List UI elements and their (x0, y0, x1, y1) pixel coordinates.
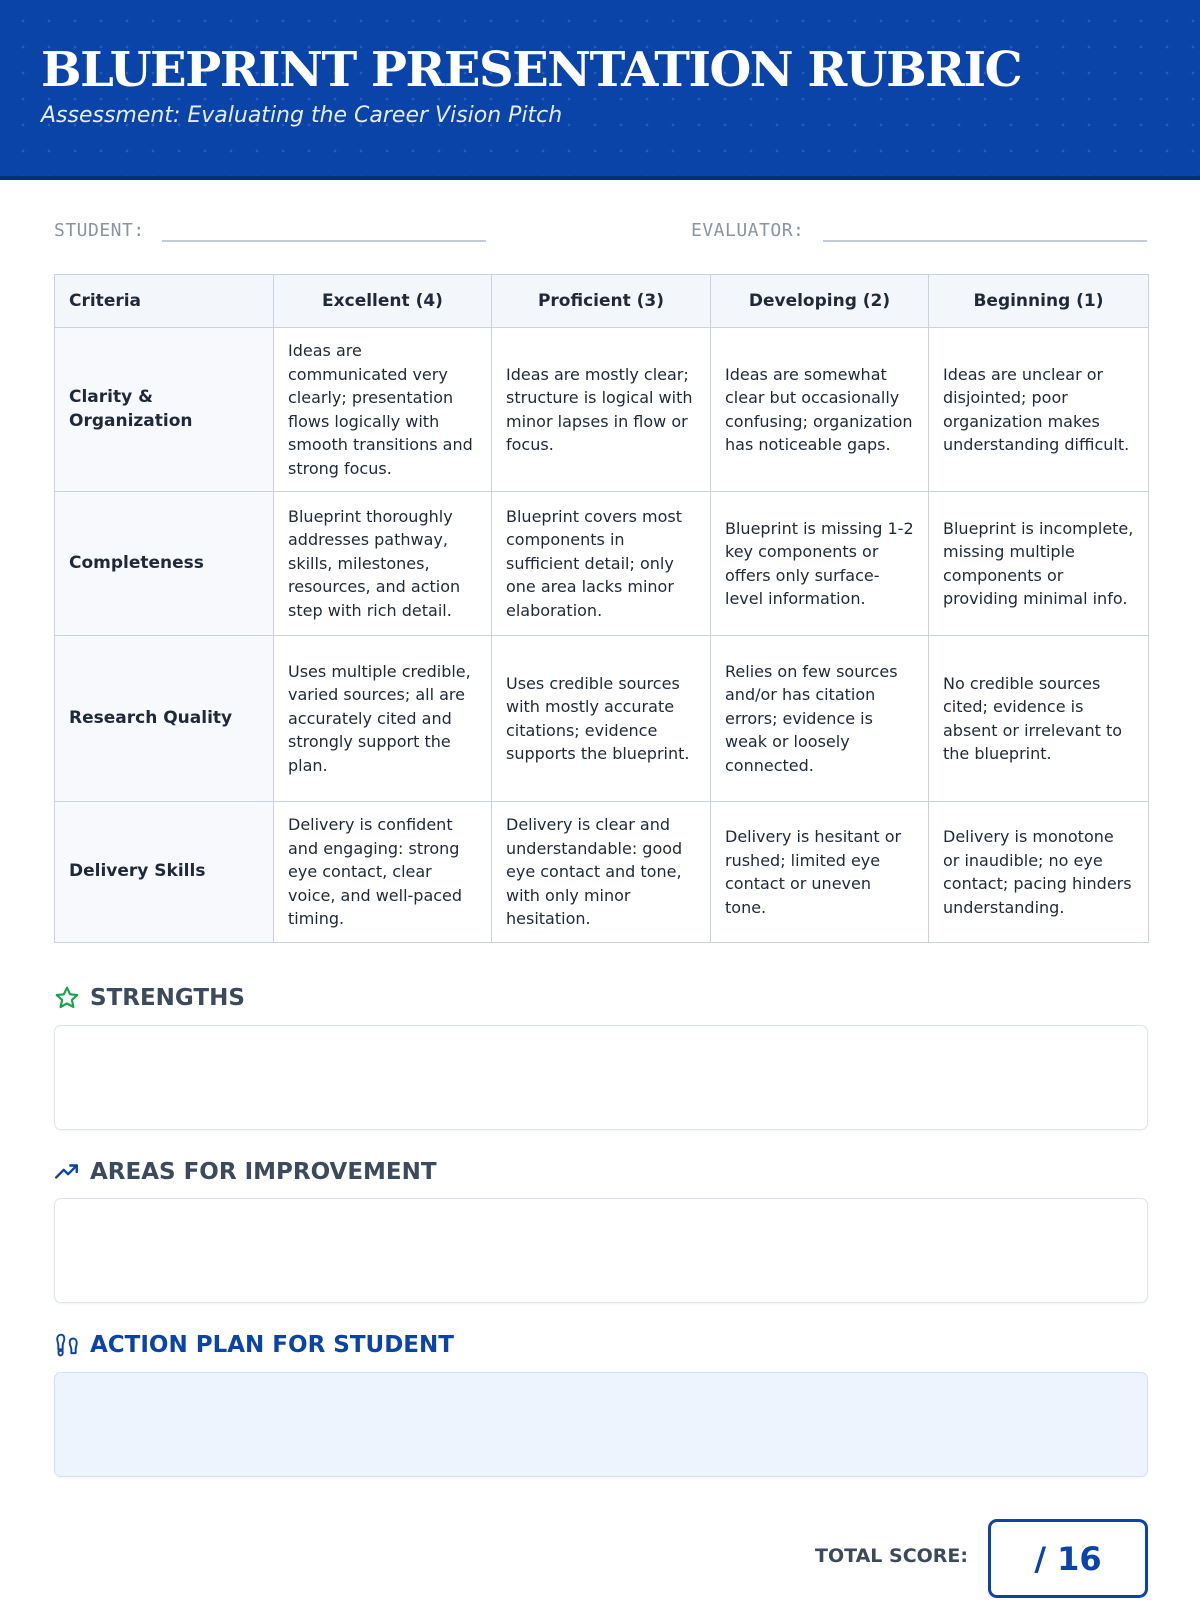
rubric-cell: Uses multiple credible, varied sources; all are accurately cited and strongly support the plan. (274, 636, 492, 802)
rubric-cell: Relies on few sources and/or has citation errors; evidence is weak or loosely connected. (711, 636, 929, 802)
total-score-label: TOTAL SCORE: (815, 1545, 969, 1567)
rubric-cell: Delivery is confident and engaging: strong eye contact, clear voice, and well-paced timing. (274, 802, 492, 943)
rubric-cell: No credible sources cited; evidence is absent or irrelevant to the blueprint. (929, 636, 1149, 802)
column-header: Criteria (55, 275, 274, 328)
criterion-cell: Delivery Skills (55, 802, 274, 943)
student-field[interactable] (162, 240, 486, 242)
improvement-box[interactable] (54, 1198, 1148, 1303)
column-header: Beginning (1) (929, 275, 1149, 328)
page-subtitle: Assessment: Evaluating the Career Vision Pitch (41, 103, 563, 128)
rubric-cell: Delivery is clear and understandable: good eye contact and tone, with only minor hesitation. (492, 802, 711, 943)
rubric-cell: Ideas are somewhat clear but occasionally confusing; organization has noticeable gaps. (711, 328, 929, 492)
rubric-cell: Uses credible sources with mostly accurate citations; evidence supports the blueprint. (492, 636, 711, 802)
column-header: Proficient (3) (492, 275, 711, 328)
rubric-cell: Blueprint is incomplete, missing multiple components or providing minimal info. (929, 492, 1149, 636)
improvement-heading (54, 1159, 437, 1185)
rubric-cell: Delivery is monotone or inaudible; no eye contact; pacing hinders understanding. (929, 802, 1149, 943)
evaluator-field[interactable] (823, 240, 1147, 242)
criterion-cell: Completeness (55, 492, 274, 636)
rubric-cell: Ideas are mostly clear; structure is logical with minor lapses in flow or focus. (492, 328, 711, 492)
header-banner (0, 0, 1200, 180)
column-header: Excellent (4) (274, 275, 492, 328)
rubric-cell: Blueprint covers most components in sufficient detail; only one area lacks minor elaboration. (492, 492, 711, 636)
action-plan-box[interactable] (54, 1372, 1148, 1477)
footprints-icon (54, 1332, 80, 1358)
criterion-cell: Clarity & Organization (55, 328, 274, 492)
action-plan-label: ACTION PLAN FOR STUDENT (90, 1332, 454, 1358)
table-row (55, 636, 1149, 802)
page-title: BLUEPRINT PRESENTATION RUBRIC (41, 42, 1022, 98)
rubric-cell: Ideas are communicated very clearly; presentation flows logically with smooth transitions and strong focus. (274, 328, 492, 492)
action-plan-heading (54, 1332, 454, 1358)
rubric-cell: Ideas are unclear or disjointed; poor organization makes understanding difficult. (929, 328, 1149, 492)
evaluator-label: EVALUATOR: (691, 220, 805, 241)
strengths-heading (54, 985, 245, 1011)
rubric-cell: Delivery is hesitant or rushed; limited eye contact or uneven tone. (711, 802, 929, 943)
criterion-cell: Research Quality (55, 636, 274, 802)
column-header: Developing (2) (711, 275, 929, 328)
rubric-cell: Blueprint thoroughly addresses pathway, skills, milestones, resources, and action step with rich detail. (274, 492, 492, 636)
rubric-table (54, 274, 1149, 943)
table-row (55, 802, 1149, 943)
rubric-cell: Blueprint is missing 1-2 key components or offers only surface-level information. (711, 492, 929, 636)
strengths-box[interactable] (54, 1025, 1148, 1130)
table-header-row (55, 275, 1149, 328)
improvement-label: AREAS FOR IMPROVEMENT (90, 1159, 437, 1185)
star-icon (54, 985, 80, 1011)
table-row (55, 492, 1149, 636)
total-score-field[interactable] (988, 1519, 1148, 1598)
student-label: STUDENT: (54, 220, 145, 241)
table-row (55, 328, 1149, 492)
trending-up-icon (54, 1159, 80, 1185)
strengths-label: STRENGTHS (90, 985, 245, 1011)
total-score-value: / 16 (1034, 1539, 1102, 1578)
